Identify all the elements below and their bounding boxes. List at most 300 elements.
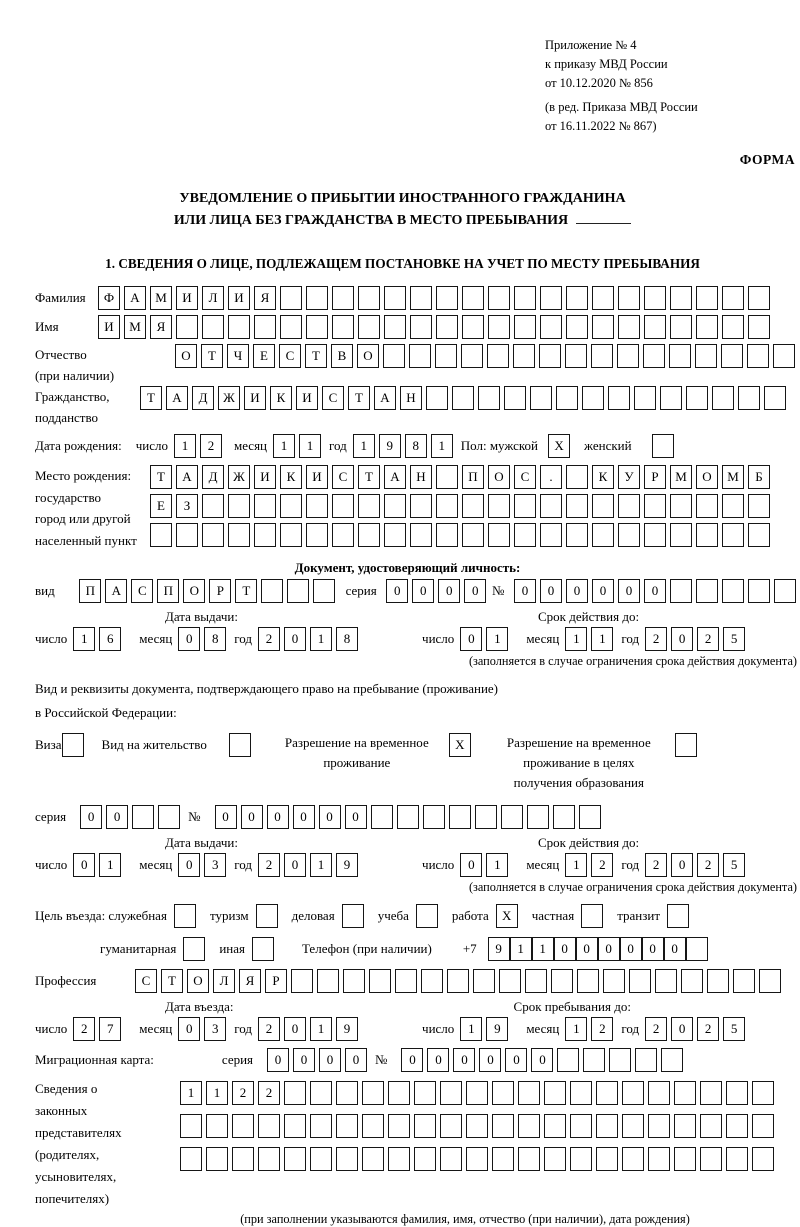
birthplace-cell[interactable] xyxy=(384,494,406,518)
birthplace-cell[interactable]: С xyxy=(332,465,354,489)
doc-issue-day-cell[interactable]: 6 xyxy=(99,627,121,651)
legal-reps-cell[interactable]: 1 xyxy=(180,1081,202,1105)
legal-reps-cell[interactable] xyxy=(258,1114,280,1138)
doc-type-cell[interactable]: Т xyxy=(235,579,257,603)
patronymic-cell[interactable]: Е xyxy=(253,344,275,368)
birthplace-cell[interactable] xyxy=(280,523,302,547)
birthplace-cell[interactable] xyxy=(176,523,198,547)
surname-cell[interactable] xyxy=(618,286,640,310)
legal-reps-cell[interactable] xyxy=(726,1081,748,1105)
res-num-cell[interactable]: 0 xyxy=(241,805,263,829)
birthplace-cell[interactable]: Е xyxy=(150,494,172,518)
citizenship-cell[interactable]: Н xyxy=(400,386,422,410)
legal-reps-cell[interactable] xyxy=(492,1147,514,1171)
birthplace-cell[interactable] xyxy=(306,494,328,518)
surname-cell[interactable] xyxy=(462,286,484,310)
legal-reps-cell[interactable] xyxy=(570,1114,592,1138)
res-issue-year-cell[interactable]: 1 xyxy=(310,853,332,877)
res-num-cell[interactable] xyxy=(371,805,393,829)
surname-cell[interactable] xyxy=(436,286,458,310)
birthplace-cell[interactable] xyxy=(540,523,562,547)
firstname-cell[interactable] xyxy=(254,315,276,339)
doc-num-cell[interactable] xyxy=(748,579,770,603)
legal-reps-cell[interactable] xyxy=(388,1114,410,1138)
legal-reps-cell[interactable] xyxy=(310,1081,332,1105)
birthplace-cell[interactable] xyxy=(566,523,588,547)
birthplace-cell[interactable]: С xyxy=(514,465,536,489)
profession-cell[interactable] xyxy=(343,969,365,993)
birthplace-cell[interactable] xyxy=(540,494,562,518)
patronymic-cell[interactable]: Ч xyxy=(227,344,249,368)
legal-reps-cell[interactable] xyxy=(752,1081,774,1105)
surname-cell[interactable] xyxy=(488,286,510,310)
legal-reps-cell[interactable] xyxy=(544,1147,566,1171)
mig-num-cell[interactable] xyxy=(635,1048,657,1072)
doc-seria-cell[interactable]: 0 xyxy=(386,579,408,603)
birthplace-cell[interactable] xyxy=(670,523,692,547)
surname-cell[interactable]: Ф xyxy=(98,286,120,310)
legal-reps-cell[interactable] xyxy=(700,1147,722,1171)
legal-reps-cell[interactable] xyxy=(232,1114,254,1138)
surname-cell[interactable] xyxy=(748,286,770,310)
legal-reps-cell[interactable] xyxy=(570,1081,592,1105)
firstname-cell[interactable] xyxy=(618,315,640,339)
legal-reps-cell[interactable] xyxy=(648,1081,670,1105)
patronymic-cell[interactable]: В xyxy=(331,344,353,368)
res-valid-month-cell[interactable]: 1 xyxy=(565,853,587,877)
legal-reps-cell[interactable] xyxy=(622,1147,644,1171)
res-issue-month-cell[interactable]: 0 xyxy=(178,853,200,877)
legal-reps-cell[interactable]: 2 xyxy=(258,1081,280,1105)
res-num-cell[interactable] xyxy=(397,805,419,829)
firstname-cell[interactable] xyxy=(644,315,666,339)
phone-digit-cell[interactable]: 0 xyxy=(620,937,642,961)
surname-cell[interactable] xyxy=(384,286,406,310)
birthplace-cell[interactable] xyxy=(592,494,614,518)
surname-cell[interactable] xyxy=(644,286,666,310)
doc-type-cell[interactable] xyxy=(313,579,335,603)
birthplace-cell[interactable]: О xyxy=(696,465,718,489)
birthplace-cell[interactable]: А xyxy=(176,465,198,489)
profession-cell[interactable] xyxy=(421,969,443,993)
citizenship-cell[interactable] xyxy=(686,386,708,410)
legal-reps-cell[interactable] xyxy=(544,1081,566,1105)
birthplace-cell[interactable]: К xyxy=(592,465,614,489)
birthplace-cell[interactable]: Н xyxy=(410,465,432,489)
profession-cell[interactable] xyxy=(395,969,417,993)
patronymic-cell[interactable] xyxy=(487,344,509,368)
birth-day-cell[interactable]: 2 xyxy=(200,434,222,458)
citizenship-cell[interactable] xyxy=(634,386,656,410)
res-num-cell[interactable] xyxy=(449,805,471,829)
mig-num-cell[interactable]: 0 xyxy=(531,1048,553,1072)
legal-reps-cell[interactable] xyxy=(596,1114,618,1138)
firstname-cell[interactable] xyxy=(540,315,562,339)
birthplace-cell[interactable] xyxy=(254,523,276,547)
citizenship-cell[interactable]: А xyxy=(374,386,396,410)
profession-cell[interactable] xyxy=(369,969,391,993)
patronymic-cell[interactable] xyxy=(747,344,769,368)
birthplace-cell[interactable]: А xyxy=(384,465,406,489)
doc-num-cell[interactable] xyxy=(722,579,744,603)
purpose-tourism-checkbox[interactable] xyxy=(256,904,278,928)
stay-month-cell[interactable]: 1 xyxy=(565,1017,587,1041)
patronymic-cell[interactable] xyxy=(591,344,613,368)
residence-permit-checkbox[interactable] xyxy=(229,733,251,757)
birthplace-cell[interactable] xyxy=(358,523,380,547)
phone-digit-cell[interactable]: 0 xyxy=(554,937,576,961)
mig-num-cell[interactable]: 0 xyxy=(479,1048,501,1072)
firstname-cell[interactable] xyxy=(462,315,484,339)
purpose-transit-checkbox[interactable] xyxy=(667,904,689,928)
birth-year-cell[interactable]: 9 xyxy=(379,434,401,458)
patronymic-cell[interactable] xyxy=(695,344,717,368)
patronymic-cell[interactable]: Т xyxy=(201,344,223,368)
purpose-study-checkbox[interactable] xyxy=(416,904,438,928)
doc-type-cell[interactable]: П xyxy=(157,579,179,603)
citizenship-cell[interactable]: Т xyxy=(348,386,370,410)
mig-num-cell[interactable]: 0 xyxy=(401,1048,423,1072)
patronymic-cell[interactable] xyxy=(721,344,743,368)
birthplace-cell[interactable] xyxy=(150,523,172,547)
stay-month-cell[interactable]: 2 xyxy=(591,1017,613,1041)
legal-reps-cell[interactable] xyxy=(700,1081,722,1105)
birthplace-cell[interactable] xyxy=(644,523,666,547)
entry-day-cell[interactable]: 2 xyxy=(73,1017,95,1041)
surname-cell[interactable]: И xyxy=(176,286,198,310)
res-valid-year-cell[interactable]: 5 xyxy=(723,853,745,877)
surname-cell[interactable] xyxy=(358,286,380,310)
mig-num-cell[interactable]: 0 xyxy=(453,1048,475,1072)
doc-type-cell[interactable]: О xyxy=(183,579,205,603)
legal-reps-cell[interactable] xyxy=(674,1147,696,1171)
surname-cell[interactable]: А xyxy=(124,286,146,310)
profession-cell[interactable]: Я xyxy=(239,969,261,993)
birthplace-cell[interactable]: У xyxy=(618,465,640,489)
citizenship-cell[interactable] xyxy=(582,386,604,410)
surname-cell[interactable]: И xyxy=(228,286,250,310)
legal-reps-cell[interactable] xyxy=(336,1114,358,1138)
entry-month-cell[interactable]: 0 xyxy=(178,1017,200,1041)
birthplace-cell[interactable] xyxy=(332,523,354,547)
legal-reps-cell[interactable] xyxy=(648,1114,670,1138)
stay-year-cell[interactable]: 5 xyxy=(723,1017,745,1041)
profession-cell[interactable] xyxy=(577,969,599,993)
birthplace-cell[interactable] xyxy=(436,494,458,518)
firstname-cell[interactable] xyxy=(358,315,380,339)
firstname-cell[interactable]: М xyxy=(124,315,146,339)
res-seria-cell[interactable]: 0 xyxy=(106,805,128,829)
doc-valid-month-cell[interactable]: 1 xyxy=(591,627,613,651)
legal-reps-cell[interactable] xyxy=(752,1147,774,1171)
firstname-cell[interactable] xyxy=(384,315,406,339)
patronymic-cell[interactable]: О xyxy=(357,344,379,368)
patronymic-cell[interactable] xyxy=(617,344,639,368)
res-valid-year-cell[interactable]: 2 xyxy=(645,853,667,877)
firstname-cell[interactable] xyxy=(488,315,510,339)
entry-year-cell[interactable]: 9 xyxy=(336,1017,358,1041)
legal-reps-cell[interactable]: 2 xyxy=(232,1081,254,1105)
surname-cell[interactable] xyxy=(410,286,432,310)
birthplace-cell[interactable]: К xyxy=(280,465,302,489)
birthplace-cell[interactable] xyxy=(358,494,380,518)
mig-seria-cell[interactable]: 0 xyxy=(267,1048,289,1072)
birthplace-cell[interactable] xyxy=(280,494,302,518)
phone-digit-cell[interactable]: 0 xyxy=(576,937,598,961)
profession-cell[interactable] xyxy=(447,969,469,993)
firstname-cell[interactable]: И xyxy=(98,315,120,339)
purpose-humanitarian-checkbox[interactable] xyxy=(183,937,205,961)
mig-num-cell[interactable]: 0 xyxy=(505,1048,527,1072)
temp-residence-edu-checkbox[interactable] xyxy=(675,733,697,757)
legal-reps-cell[interactable] xyxy=(596,1081,618,1105)
citizenship-cell[interactable]: И xyxy=(296,386,318,410)
stay-year-cell[interactable]: 2 xyxy=(645,1017,667,1041)
birthplace-cell[interactable] xyxy=(488,494,510,518)
legal-reps-cell[interactable] xyxy=(648,1147,670,1171)
legal-reps-cell[interactable] xyxy=(752,1114,774,1138)
doc-valid-month-cell[interactable]: 1 xyxy=(565,627,587,651)
phone-digit-cell[interactable]: 0 xyxy=(642,937,664,961)
citizenship-cell[interactable] xyxy=(556,386,578,410)
profession-cell[interactable] xyxy=(551,969,573,993)
firstname-cell[interactable] xyxy=(566,315,588,339)
legal-reps-cell[interactable] xyxy=(336,1081,358,1105)
legal-reps-cell[interactable] xyxy=(206,1147,228,1171)
birthplace-cell[interactable]: . xyxy=(540,465,562,489)
doc-type-cell[interactable] xyxy=(287,579,309,603)
profession-cell[interactable]: Р xyxy=(265,969,287,993)
mig-num-cell[interactable] xyxy=(557,1048,579,1072)
res-num-cell[interactable]: 0 xyxy=(345,805,367,829)
res-num-cell[interactable] xyxy=(527,805,549,829)
doc-issue-year-cell[interactable]: 8 xyxy=(336,627,358,651)
legal-reps-cell[interactable] xyxy=(674,1081,696,1105)
legal-reps-cell[interactable] xyxy=(544,1114,566,1138)
legal-reps-cell[interactable] xyxy=(180,1147,202,1171)
legal-reps-cell[interactable] xyxy=(284,1081,306,1105)
mig-seria-cell[interactable]: 0 xyxy=(345,1048,367,1072)
birthplace-cell[interactable]: Т xyxy=(150,465,172,489)
phone-digit-cell[interactable]: 9 xyxy=(488,937,510,961)
doc-valid-year-cell[interactable]: 5 xyxy=(723,627,745,651)
phone-digit-cell[interactable]: 0 xyxy=(598,937,620,961)
mig-seria-cell[interactable]: 0 xyxy=(293,1048,315,1072)
firstname-cell[interactable] xyxy=(514,315,536,339)
doc-issue-month-cell[interactable]: 8 xyxy=(204,627,226,651)
doc-num-cell[interactable] xyxy=(696,579,718,603)
phone-digit-cell[interactable]: 1 xyxy=(532,937,554,961)
phone-digit-cell[interactable] xyxy=(686,937,708,961)
legal-reps-cell[interactable] xyxy=(440,1114,462,1138)
doc-issue-month-cell[interactable]: 0 xyxy=(178,627,200,651)
patronymic-cell[interactable] xyxy=(409,344,431,368)
birthplace-cell[interactable] xyxy=(514,523,536,547)
profession-cell[interactable] xyxy=(291,969,313,993)
patronymic-cell[interactable] xyxy=(383,344,405,368)
birthplace-cell[interactable] xyxy=(748,494,770,518)
res-seria-cell[interactable]: 0 xyxy=(80,805,102,829)
birthplace-cell[interactable] xyxy=(306,523,328,547)
birthplace-cell[interactable] xyxy=(436,523,458,547)
surname-cell[interactable] xyxy=(696,286,718,310)
birthplace-cell[interactable] xyxy=(618,494,640,518)
patronymic-cell[interactable]: С xyxy=(279,344,301,368)
res-valid-year-cell[interactable]: 2 xyxy=(697,853,719,877)
doc-num-cell[interactable]: 0 xyxy=(514,579,536,603)
firstname-cell[interactable] xyxy=(306,315,328,339)
legal-reps-cell[interactable] xyxy=(518,1081,540,1105)
birthplace-cell[interactable] xyxy=(592,523,614,547)
birthplace-cell[interactable] xyxy=(722,523,744,547)
legal-reps-cell[interactable] xyxy=(622,1081,644,1105)
visa-checkbox[interactable] xyxy=(62,733,84,757)
legal-reps-cell[interactable] xyxy=(284,1114,306,1138)
phone-digit-cell[interactable]: 0 xyxy=(664,937,686,961)
legal-reps-cell[interactable] xyxy=(674,1114,696,1138)
doc-num-cell[interactable]: 0 xyxy=(540,579,562,603)
citizenship-cell[interactable] xyxy=(738,386,760,410)
birthplace-cell[interactable] xyxy=(202,523,224,547)
legal-reps-cell[interactable] xyxy=(310,1147,332,1171)
birthplace-cell[interactable] xyxy=(618,523,640,547)
surname-cell[interactable] xyxy=(332,286,354,310)
firstname-cell[interactable] xyxy=(696,315,718,339)
doc-type-cell[interactable]: П xyxy=(79,579,101,603)
patronymic-cell[interactable]: О xyxy=(175,344,197,368)
birthplace-cell[interactable]: И xyxy=(254,465,276,489)
profession-cell[interactable]: Т xyxy=(161,969,183,993)
profession-cell[interactable]: С xyxy=(135,969,157,993)
birth-year-cell[interactable]: 8 xyxy=(405,434,427,458)
firstname-cell[interactable] xyxy=(228,315,250,339)
mig-num-cell[interactable]: 0 xyxy=(427,1048,449,1072)
birthplace-cell[interactable]: Т xyxy=(358,465,380,489)
birth-year-cell[interactable]: 1 xyxy=(431,434,453,458)
citizenship-cell[interactable]: Д xyxy=(192,386,214,410)
doc-seria-cell[interactable]: 0 xyxy=(412,579,434,603)
citizenship-cell[interactable]: Т xyxy=(140,386,162,410)
surname-cell[interactable] xyxy=(280,286,302,310)
stay-year-cell[interactable]: 2 xyxy=(697,1017,719,1041)
birthplace-cell[interactable] xyxy=(410,494,432,518)
surname-cell[interactable] xyxy=(722,286,744,310)
birth-month-cell[interactable]: 1 xyxy=(299,434,321,458)
legal-reps-cell[interactable] xyxy=(414,1081,436,1105)
firstname-cell[interactable] xyxy=(592,315,614,339)
birthplace-cell[interactable]: Р xyxy=(644,465,666,489)
purpose-other-checkbox[interactable] xyxy=(252,937,274,961)
profession-cell[interactable] xyxy=(681,969,703,993)
profession-cell[interactable] xyxy=(317,969,339,993)
firstname-cell[interactable] xyxy=(332,315,354,339)
doc-valid-year-cell[interactable]: 2 xyxy=(697,627,719,651)
legal-reps-cell[interactable] xyxy=(466,1081,488,1105)
profession-cell[interactable] xyxy=(525,969,547,993)
patronymic-cell[interactable] xyxy=(539,344,561,368)
legal-reps-cell[interactable] xyxy=(440,1147,462,1171)
res-num-cell[interactable] xyxy=(553,805,575,829)
profession-cell[interactable] xyxy=(629,969,651,993)
patronymic-cell[interactable] xyxy=(461,344,483,368)
doc-num-cell[interactable] xyxy=(774,579,796,603)
profession-cell[interactable] xyxy=(733,969,755,993)
birthplace-cell[interactable]: М xyxy=(722,465,744,489)
legal-reps-cell[interactable] xyxy=(492,1081,514,1105)
mig-num-cell[interactable] xyxy=(609,1048,631,1072)
doc-num-cell[interactable]: 0 xyxy=(644,579,666,603)
doc-issue-day-cell[interactable]: 1 xyxy=(73,627,95,651)
surname-cell[interactable] xyxy=(514,286,536,310)
res-num-cell[interactable] xyxy=(579,805,601,829)
birthplace-cell[interactable] xyxy=(332,494,354,518)
entry-day-cell[interactable]: 7 xyxy=(99,1017,121,1041)
surname-cell[interactable] xyxy=(670,286,692,310)
birthplace-cell[interactable] xyxy=(228,523,250,547)
profession-cell[interactable] xyxy=(655,969,677,993)
birthplace-cell[interactable]: Ж xyxy=(228,465,250,489)
birthplace-cell[interactable] xyxy=(566,465,588,489)
doc-num-cell[interactable]: 0 xyxy=(592,579,614,603)
patronymic-cell[interactable] xyxy=(643,344,665,368)
legal-reps-cell[interactable] xyxy=(310,1114,332,1138)
legal-reps-cell[interactable] xyxy=(180,1114,202,1138)
birthplace-cell[interactable] xyxy=(514,494,536,518)
patronymic-cell[interactable] xyxy=(669,344,691,368)
legal-reps-cell[interactable] xyxy=(518,1114,540,1138)
phone-digit-cell[interactable]: 1 xyxy=(510,937,532,961)
birthplace-cell[interactable] xyxy=(436,465,458,489)
legal-reps-cell[interactable] xyxy=(206,1114,228,1138)
citizenship-cell[interactable] xyxy=(426,386,448,410)
res-seria-cell[interactable] xyxy=(158,805,180,829)
res-issue-day-cell[interactable]: 0 xyxy=(73,853,95,877)
res-num-cell[interactable] xyxy=(423,805,445,829)
birthplace-cell[interactable] xyxy=(488,523,510,547)
surname-cell[interactable]: Я xyxy=(254,286,276,310)
purpose-private-checkbox[interactable] xyxy=(581,904,603,928)
firstname-cell[interactable] xyxy=(436,315,458,339)
legal-reps-cell[interactable] xyxy=(336,1147,358,1171)
doc-type-cell[interactable]: А xyxy=(105,579,127,603)
legal-reps-cell[interactable] xyxy=(232,1147,254,1171)
entry-year-cell[interactable]: 1 xyxy=(310,1017,332,1041)
citizenship-cell[interactable] xyxy=(608,386,630,410)
firstname-cell[interactable] xyxy=(722,315,744,339)
citizenship-cell[interactable] xyxy=(764,386,786,410)
doc-num-cell[interactable]: 0 xyxy=(566,579,588,603)
res-valid-day-cell[interactable]: 0 xyxy=(460,853,482,877)
birthplace-cell[interactable] xyxy=(254,494,276,518)
res-issue-year-cell[interactable]: 0 xyxy=(284,853,306,877)
birth-year-cell[interactable]: 1 xyxy=(353,434,375,458)
citizenship-cell[interactable] xyxy=(452,386,474,410)
entry-month-cell[interactable]: 3 xyxy=(204,1017,226,1041)
surname-cell[interactable] xyxy=(566,286,588,310)
profession-cell[interactable] xyxy=(603,969,625,993)
legal-reps-cell[interactable] xyxy=(362,1147,384,1171)
citizenship-cell[interactable]: С xyxy=(322,386,344,410)
birthplace-cell[interactable] xyxy=(566,494,588,518)
legal-reps-cell[interactable] xyxy=(622,1114,644,1138)
doc-issue-year-cell[interactable]: 0 xyxy=(284,627,306,651)
birthplace-cell[interactable]: О xyxy=(488,465,510,489)
birthplace-cell[interactable] xyxy=(228,494,250,518)
res-valid-year-cell[interactable]: 0 xyxy=(671,853,693,877)
res-num-cell[interactable]: 0 xyxy=(293,805,315,829)
birthplace-cell[interactable] xyxy=(202,494,224,518)
legal-reps-cell[interactable] xyxy=(414,1147,436,1171)
